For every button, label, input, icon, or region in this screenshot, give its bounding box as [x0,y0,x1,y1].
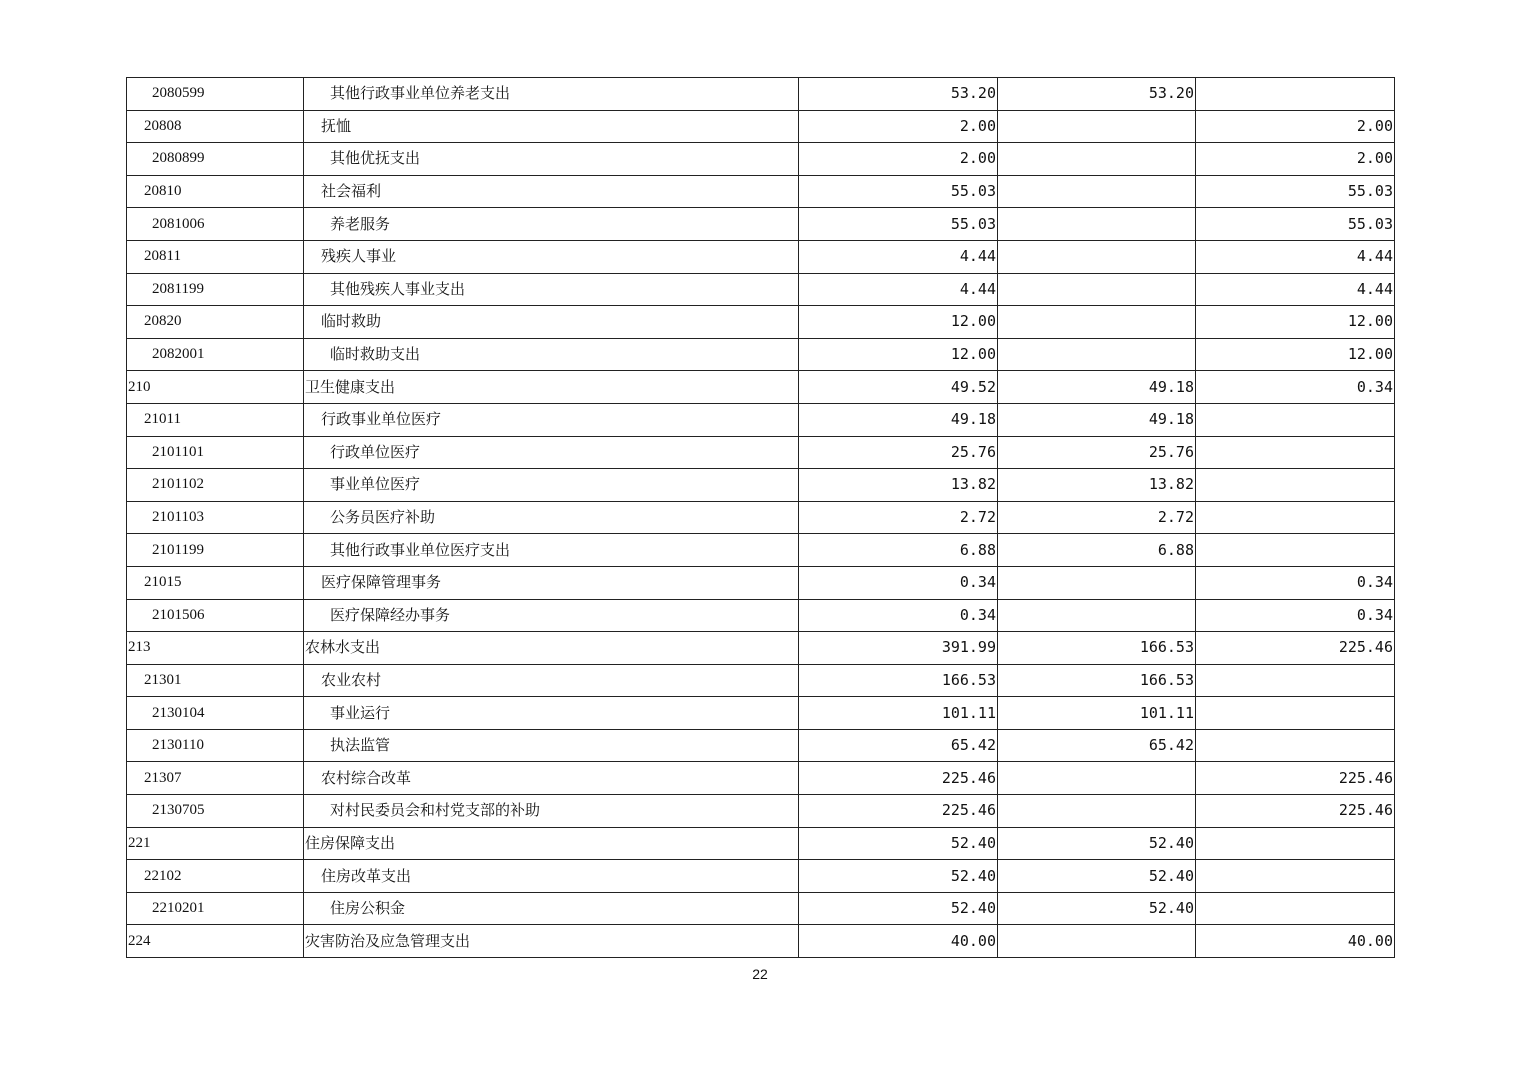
subject-code-cell: 21015 [127,566,304,599]
table-row [127,110,1395,143]
project-expenditure-cell: 4.44 [1196,273,1395,306]
subject-code-cell: 2101199 [127,534,304,567]
table-row [127,566,1395,599]
subject-code-cell: 2082001 [127,338,304,371]
subject-name-cell: 其他行政事业单位医疗支出 [304,534,799,567]
table-row [127,469,1395,502]
total-amount-cell: 55.03 [799,175,998,208]
project-expenditure-cell: 0.34 [1196,566,1395,599]
total-amount-cell: 225.46 [799,795,998,828]
project-expenditure-cell [1196,664,1395,697]
project-expenditure-cell [1196,892,1395,925]
table-row [127,827,1395,860]
total-amount-cell: 0.34 [799,566,998,599]
subject-name-cell: 事业单位医疗 [304,469,799,502]
basic-expenditure-cell [998,208,1196,241]
table-row [127,436,1395,469]
table-row [127,175,1395,208]
total-amount-cell: 52.40 [799,892,998,925]
subject-code-cell: 2101506 [127,599,304,632]
project-expenditure-cell: 225.46 [1196,795,1395,828]
project-expenditure-cell [1196,860,1395,893]
total-amount-cell: 2.00 [799,110,998,143]
subject-name-cell: 其他优抚支出 [304,143,799,176]
project-expenditure-cell [1196,403,1395,436]
table-row [127,599,1395,632]
subject-name-cell: 公务员医疗补助 [304,501,799,534]
subject-code-cell: 2210201 [127,892,304,925]
project-expenditure-cell: 40.00 [1196,925,1395,958]
basic-expenditure-cell: 101.11 [998,697,1196,730]
total-amount-cell: 4.44 [799,273,998,306]
project-expenditure-cell [1196,436,1395,469]
basic-expenditure-cell: 13.82 [998,469,1196,502]
total-amount-cell: 0.34 [799,599,998,632]
table-row [127,306,1395,339]
subject-code-cell: 2130104 [127,697,304,730]
total-amount-cell: 65.42 [799,729,998,762]
total-amount-cell: 225.46 [799,762,998,795]
table-row [127,795,1395,828]
subject-code-cell: 2081006 [127,208,304,241]
basic-expenditure-cell: 52.40 [998,860,1196,893]
subject-name-cell: 对村民委员会和村党支部的补助 [304,795,799,828]
project-expenditure-cell [1196,827,1395,860]
subject-code-cell: 21301 [127,664,304,697]
subject-code-cell: 2130110 [127,729,304,762]
project-expenditure-cell: 12.00 [1196,306,1395,339]
basic-expenditure-cell [998,175,1196,208]
table-row [127,78,1395,111]
subject-code-cell: 2080599 [127,78,304,111]
subject-name-cell: 执法监管 [304,729,799,762]
basic-expenditure-cell: 25.76 [998,436,1196,469]
subject-name-cell: 行政单位医疗 [304,436,799,469]
subject-code-cell: 20810 [127,175,304,208]
table-row [127,632,1395,665]
project-expenditure-cell [1196,501,1395,534]
table-row [127,240,1395,273]
table-row [127,697,1395,730]
basic-expenditure-cell: 52.40 [998,827,1196,860]
subject-name-cell: 行政事业单位医疗 [304,403,799,436]
project-expenditure-cell [1196,697,1395,730]
subject-name-cell: 灾害防治及应急管理支出 [304,925,799,958]
basic-expenditure-cell [998,306,1196,339]
subject-code-cell: 20808 [127,110,304,143]
table-row [127,534,1395,567]
table-row [127,143,1395,176]
basic-expenditure-cell: 49.18 [998,371,1196,404]
subject-name-cell: 医疗保障管理事务 [304,566,799,599]
total-amount-cell: 49.18 [799,403,998,436]
subject-code-cell: 2081199 [127,273,304,306]
subject-name-cell: 其他残疾人事业支出 [304,273,799,306]
subject-name-cell: 社会福利 [304,175,799,208]
basic-expenditure-cell [998,762,1196,795]
page-number: 22 [752,966,768,982]
project-expenditure-cell: 55.03 [1196,208,1395,241]
basic-expenditure-cell [998,143,1196,176]
basic-expenditure-cell [998,795,1196,828]
table-row [127,860,1395,893]
subject-code-cell: 2080899 [127,143,304,176]
subject-name-cell: 临时救助支出 [304,338,799,371]
basic-expenditure-cell: 166.53 [998,632,1196,665]
project-expenditure-cell: 12.00 [1196,338,1395,371]
subject-name-cell: 临时救助 [304,306,799,339]
total-amount-cell: 25.76 [799,436,998,469]
subject-code-cell: 21307 [127,762,304,795]
subject-name-cell: 农村综合改革 [304,762,799,795]
subject-name-cell: 事业运行 [304,697,799,730]
basic-expenditure-cell [998,273,1196,306]
subject-code-cell: 2130705 [127,795,304,828]
basic-expenditure-cell: 65.42 [998,729,1196,762]
table-row [127,371,1395,404]
total-amount-cell: 2.00 [799,143,998,176]
total-amount-cell: 166.53 [799,664,998,697]
total-amount-cell: 101.11 [799,697,998,730]
subject-code-cell: 21011 [127,403,304,436]
basic-expenditure-cell: 49.18 [998,403,1196,436]
subject-name-cell: 养老服务 [304,208,799,241]
subject-name-cell: 医疗保障经办事务 [304,599,799,632]
basic-expenditure-cell [998,338,1196,371]
subject-code-cell: 221 [127,827,304,860]
table-row [127,501,1395,534]
total-amount-cell: 12.00 [799,306,998,339]
subject-name-cell: 住房改革支出 [304,860,799,893]
table-row [127,892,1395,925]
subject-name-cell: 住房公积金 [304,892,799,925]
total-amount-cell: 13.82 [799,469,998,502]
total-amount-cell: 52.40 [799,827,998,860]
project-expenditure-cell [1196,78,1395,111]
basic-expenditure-cell [998,566,1196,599]
total-amount-cell: 6.88 [799,534,998,567]
subject-name-cell: 抚恤 [304,110,799,143]
table-row [127,338,1395,371]
basic-expenditure-cell: 6.88 [998,534,1196,567]
basic-expenditure-cell [998,240,1196,273]
table-row [127,273,1395,306]
subject-code-cell: 210 [127,371,304,404]
subject-code-cell: 22102 [127,860,304,893]
project-expenditure-cell: 225.46 [1196,632,1395,665]
project-expenditure-cell [1196,469,1395,502]
project-expenditure-cell: 2.00 [1196,143,1395,176]
subject-name-cell: 住房保障支出 [304,827,799,860]
subject-code-cell: 224 [127,925,304,958]
basic-expenditure-cell: 53.20 [998,78,1196,111]
table-row [127,762,1395,795]
subject-name-cell: 残疾人事业 [304,240,799,273]
project-expenditure-cell: 0.34 [1196,599,1395,632]
project-expenditure-cell [1196,534,1395,567]
budget-table-body [127,78,1395,958]
subject-code-cell: 20820 [127,306,304,339]
basic-expenditure-cell: 166.53 [998,664,1196,697]
project-expenditure-cell: 0.34 [1196,371,1395,404]
subject-name-cell: 农业农村 [304,664,799,697]
basic-expenditure-cell: 52.40 [998,892,1196,925]
subject-code-cell: 213 [127,632,304,665]
project-expenditure-cell: 55.03 [1196,175,1395,208]
total-amount-cell: 55.03 [799,208,998,241]
total-amount-cell: 2.72 [799,501,998,534]
table-row [127,664,1395,697]
subject-code-cell: 2101102 [127,469,304,502]
table-row [127,729,1395,762]
subject-name-cell: 农林水支出 [304,632,799,665]
total-amount-cell: 40.00 [799,925,998,958]
project-expenditure-cell: 4.44 [1196,240,1395,273]
project-expenditure-cell [1196,729,1395,762]
basic-expenditure-cell [998,599,1196,632]
total-amount-cell: 53.20 [799,78,998,111]
total-amount-cell: 391.99 [799,632,998,665]
table-row [127,403,1395,436]
total-amount-cell: 4.44 [799,240,998,273]
total-amount-cell: 52.40 [799,860,998,893]
subject-name-cell: 卫生健康支出 [304,371,799,404]
subject-code-cell: 2101101 [127,436,304,469]
basic-expenditure-cell [998,110,1196,143]
subject-name-cell: 其他行政事业单位养老支出 [304,78,799,111]
subject-code-cell: 2101103 [127,501,304,534]
subject-code-cell: 20811 [127,240,304,273]
basic-expenditure-cell: 2.72 [998,501,1196,534]
total-amount-cell: 49.52 [799,371,998,404]
project-expenditure-cell: 225.46 [1196,762,1395,795]
total-amount-cell: 12.00 [799,338,998,371]
project-expenditure-cell: 2.00 [1196,110,1395,143]
table-row [127,208,1395,241]
budget-table [126,77,1395,958]
basic-expenditure-cell [998,925,1196,958]
table-row [127,925,1395,958]
